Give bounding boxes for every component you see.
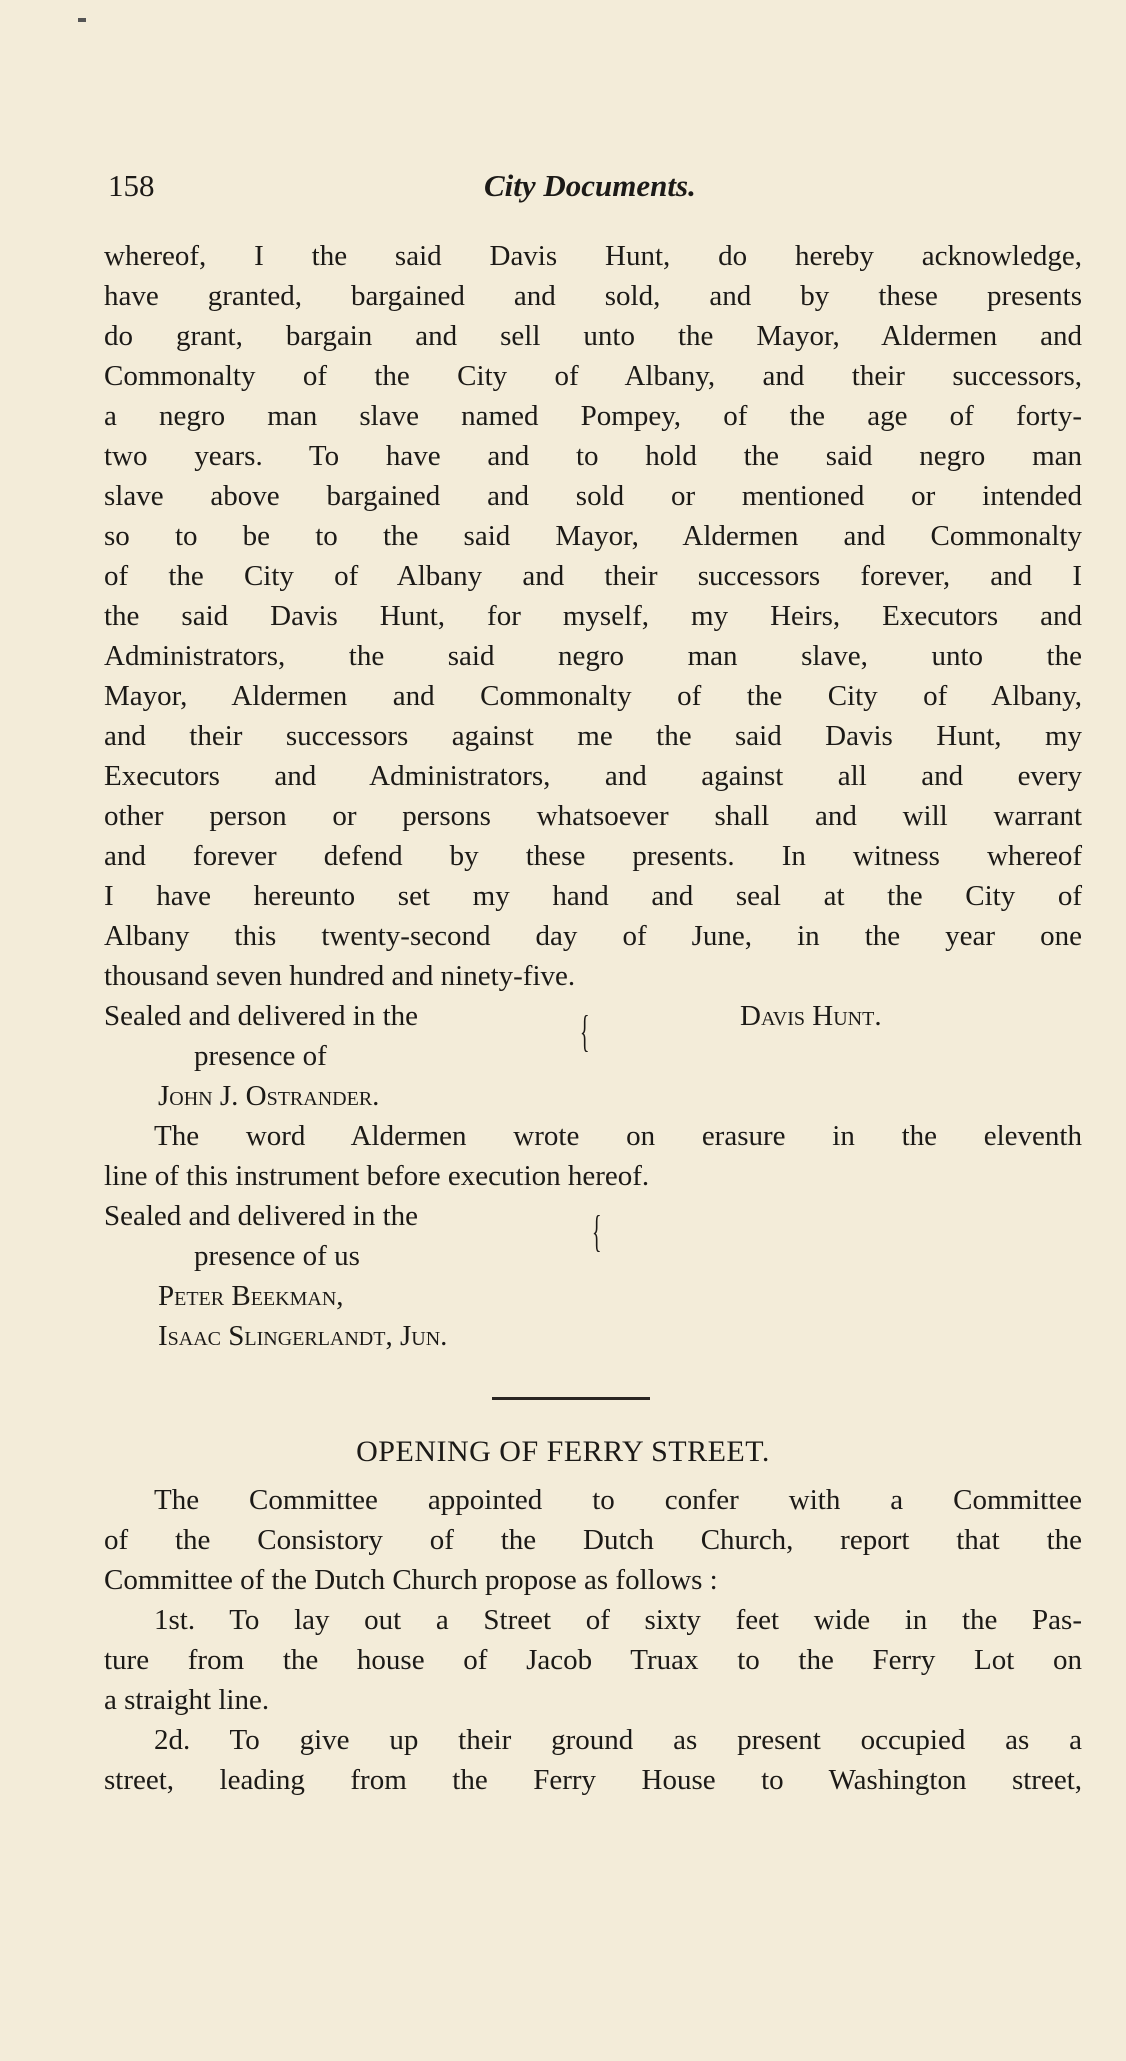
section-line: Committee of the Dutch Church propose as follows :	[104, 1564, 718, 1596]
deed-line: a negro man slave named Pompey, of the age of forty-	[104, 400, 1082, 432]
deed-line: and their successors against me the said Davis Hunt, my	[104, 720, 1082, 752]
section-line: The Committee appointed to confer with a Committee	[154, 1484, 1082, 1516]
deed-line: the said Davis Hunt, for myself, my Heirs, Executors and	[104, 600, 1082, 632]
witness-name: Peter Beekman,	[158, 1280, 344, 1312]
signer-name: Davis Hunt.	[740, 1000, 882, 1032]
page-mark	[78, 18, 86, 22]
section-divider	[492, 1397, 650, 1400]
section-line: 2d. To give up their ground as present occupied as a	[154, 1724, 1082, 1756]
witness-name: John J. Ostrander.	[158, 1080, 380, 1112]
sealed-delivered-text: Sealed and delivered in the	[104, 1200, 419, 1232]
deed-line: Administrators, the said negro man slave, unto the	[104, 640, 1082, 672]
section-heading: OPENING OF FERRY STREET.	[356, 1435, 770, 1468]
section-line: ture from the house of Jacob Truax to the Ferry Lot on	[104, 1644, 1082, 1676]
section-line: a straight line.	[104, 1684, 270, 1716]
presence-text: presence of us	[194, 1240, 360, 1272]
deed-line: Albany this twenty-second day of June, in the year one	[104, 920, 1082, 952]
erasure-note-line: line of this instrument before execution hereof.	[104, 1160, 650, 1192]
deed-line: Commonalty of the City of Albany, and their successors,	[104, 360, 1082, 392]
deed-line: slave above bargained and sold or mentioned or intended	[104, 480, 1082, 512]
witness-name: Isaac Slingerlandt, Jun.	[158, 1320, 448, 1352]
erasure-note-line: The word Aldermen wrote on erasure in the eleventh	[154, 1120, 1082, 1152]
deed-line: whereof, I the said Davis Hunt, do hereby acknowledge,	[104, 240, 1082, 272]
deed-line: other person or persons whatsoever shall and will warrant	[104, 800, 1082, 832]
page-number: 158	[108, 168, 155, 203]
deed-line: and forever defend by these presents. In witness whereof	[104, 840, 1082, 872]
deed-line: do grant, bargain and sell unto the Mayor, Aldermen and	[104, 320, 1082, 352]
deed-line: Mayor, Aldermen and Commonalty of the City of Albany,	[104, 680, 1082, 712]
presence-text: presence of	[194, 1040, 327, 1072]
page-header	[108, 168, 1028, 212]
deed-line: I have hereunto set my hand and seal at the City of	[104, 880, 1082, 912]
sealed-delivered-text: Sealed and delivered in the	[104, 1000, 419, 1032]
deed-line: Executors and Administrators, and against all and every	[104, 760, 1082, 792]
deed-line: of the City of Albany and their successors forever, and I	[104, 560, 1082, 592]
deed-line: thousand seven hundred and ninety-five.	[104, 960, 576, 992]
running-head: City Documents.	[484, 168, 696, 203]
section-line: street, leading from the Ferry House to Washington street,	[104, 1764, 1082, 1796]
deed-line: so to be to the said Mayor, Aldermen and Commonalty	[104, 520, 1082, 552]
brace-glyph: {	[592, 1207, 602, 1256]
section-line: of the Consistory of the Dutch Church, report that the	[104, 1524, 1082, 1556]
deed-line: two years. To have and to hold the said negro man	[104, 440, 1082, 472]
brace-glyph: {	[580, 1007, 590, 1056]
section-line: 1st. To lay out a Street of sixty feet wide in the Pas-	[154, 1604, 1082, 1636]
deed-line: have granted, bargained and sold, and by these presents	[104, 280, 1082, 312]
